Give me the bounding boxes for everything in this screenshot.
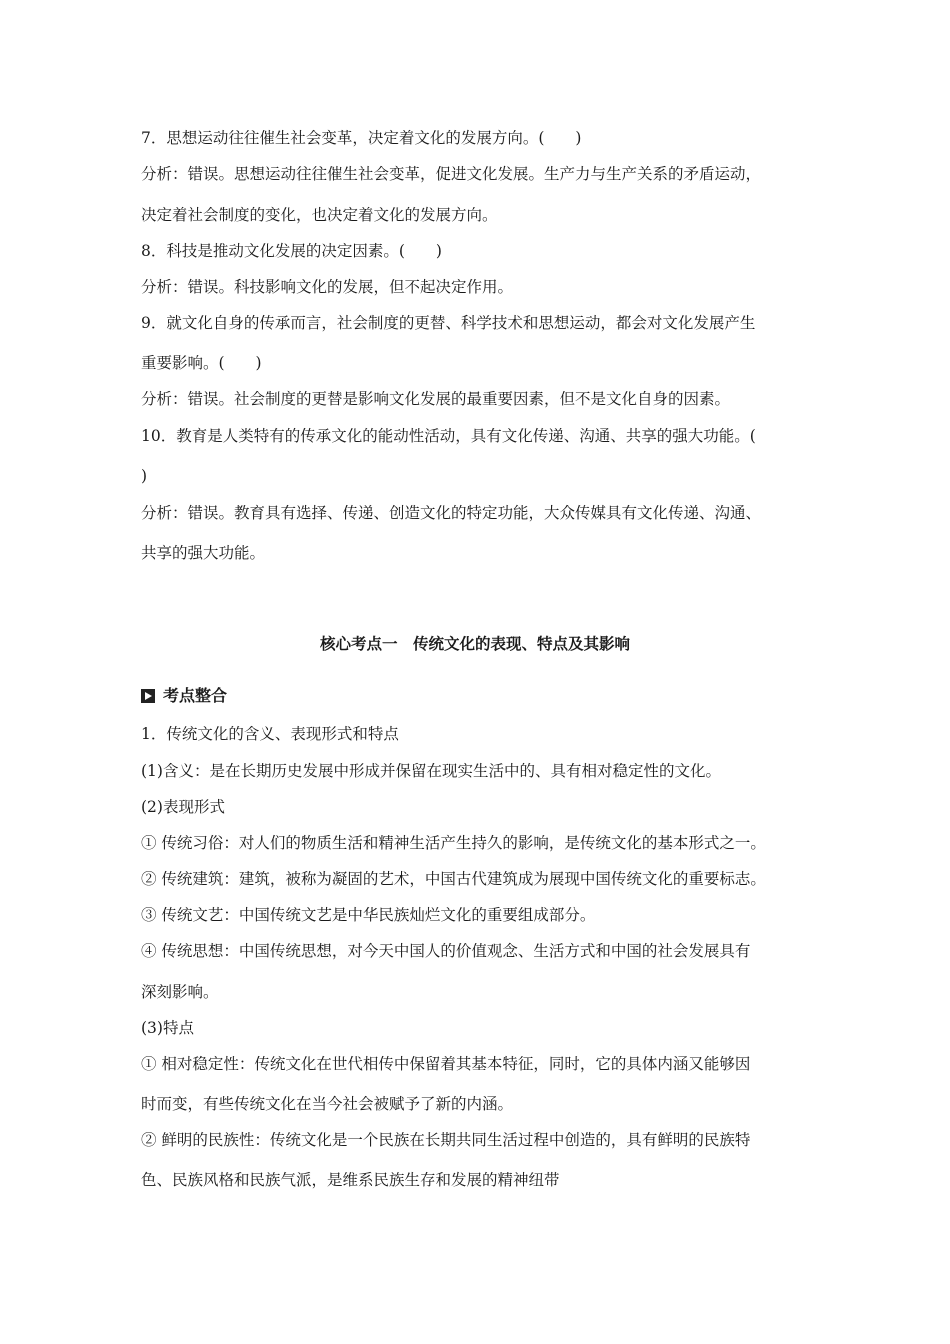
text-line: (3)特点 xyxy=(141,1019,194,1037)
text-line: (1)含义：是在长期历史发展中形成并保留在现实生活中的、具有相对稳定性的文化。 xyxy=(141,762,721,780)
text-line: ② 鲜明的民族性：传统文化是一个民族在长期共同生活过程中创造的，具有鲜明的民族特 xyxy=(141,1131,751,1149)
text-line: 色、民族风格和民族气派，是维系民族生存和发展的精神纽带 xyxy=(141,1171,560,1189)
text-line: ① 相对稳定性：传统文化在世代相传中保留着其基本特征，同时，它的具体内涵又能够因 xyxy=(141,1055,751,1073)
text-line: 分析：错误。科技影响文化的发展，但不起决定作用。 xyxy=(141,278,514,296)
text-line: (2)表现形式 xyxy=(141,798,225,816)
text-line: ) xyxy=(141,467,148,485)
text-line: 分析：错误。思想运动往往催生社会变革，促进文化发展。生产力与生产关系的矛盾运动， xyxy=(141,165,762,183)
text-line: 决定着社会制度的变化，也决定着文化的发展方向。 xyxy=(141,206,498,224)
text-line: 10．教育是人类特有的传承文化的能动性活动，具有文化传递、沟通、共享的强大功能。( xyxy=(141,427,756,445)
text-line: ① 传统习俗：对人们的物质生活和精神生活产生持久的影响，是传统文化的基本形式之一。 xyxy=(141,834,766,852)
text-line: 8．科技是推动文化发展的决定因素。( ) xyxy=(141,242,442,260)
text-line: 分析：错误。教育具有选择、传递、创造文化的特定功能，大众传媒具有文化传递、沟通、 xyxy=(141,504,762,522)
text-line: ④ 传统思想：中国传统思想，对今天中国人的价值观念、生活方式和中国的社会发展具有 xyxy=(141,942,751,960)
subsection-heading xyxy=(141,686,227,706)
text-line: 共享的强大功能。 xyxy=(141,544,266,562)
text-line: 深刻影响。 xyxy=(141,983,219,1001)
text-line: 1．传统文化的含义、表现形式和特点 xyxy=(141,725,399,743)
text-line: 7．思想运动往往催生社会变革，决定着文化的发展方向。( ) xyxy=(141,129,582,147)
text-line: ② 传统建筑：建筑，被称为凝固的艺术，中国古代建筑成为展现中国传统文化的重要标志。 xyxy=(141,870,766,888)
text-line: 分析：错误。社会制度的更替是影响文化发展的最重要因素，但不是文化自身的因素。 xyxy=(141,390,731,408)
section-heading: 核心考点一 传统文化的表现、特点及其影响 xyxy=(319,635,630,653)
text-line: 时而变，有些传统文化在当今社会被赋予了新的内涵。 xyxy=(141,1095,514,1113)
play-triangle-icon xyxy=(141,689,155,703)
text-line: ③ 传统文艺：中国传统文艺是中华民族灿烂文化的重要组成部分。 xyxy=(141,906,596,924)
subsection-label: 考点整合 xyxy=(163,686,228,705)
text-line: 9．就文化自身的传承而言，社会制度的更替、科学技术和思想运动，都会对文化发展产生 xyxy=(141,314,756,332)
text-line: 重要影响。( ) xyxy=(141,354,262,372)
